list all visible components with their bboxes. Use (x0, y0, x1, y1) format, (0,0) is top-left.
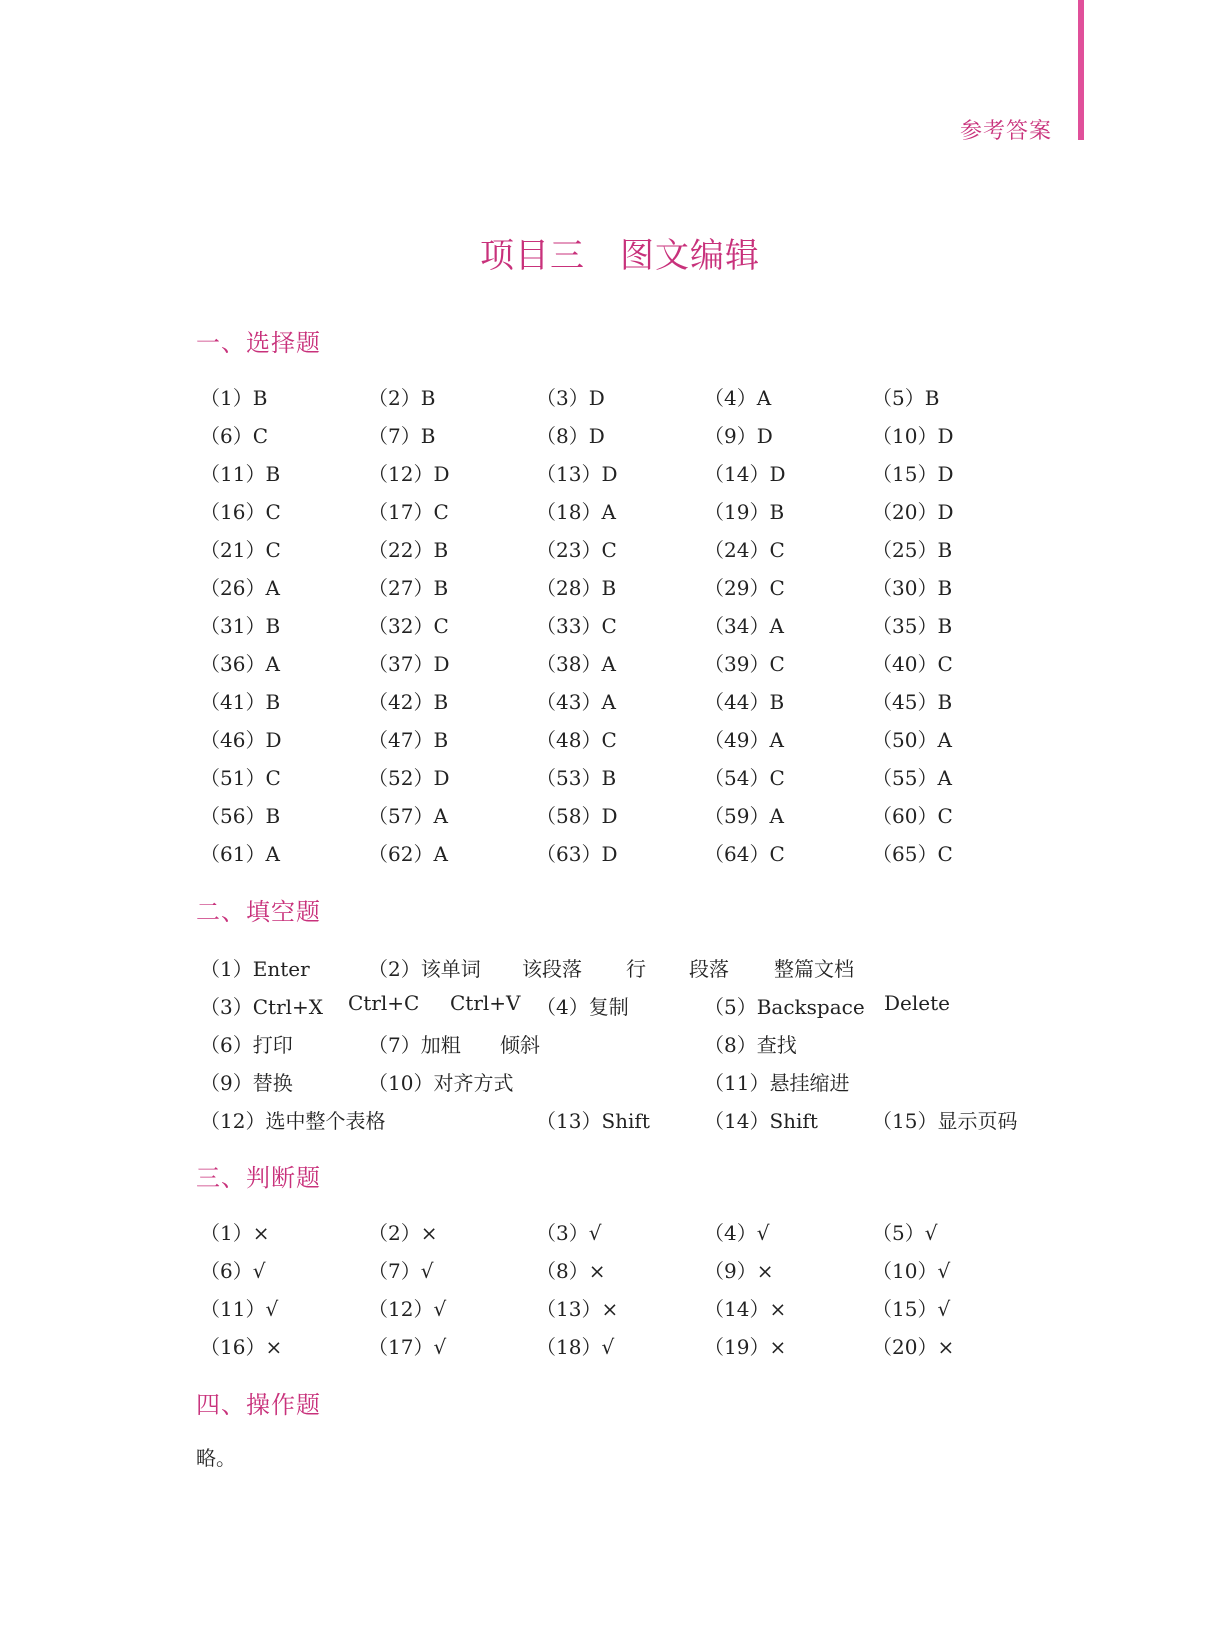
fill-answer: （8）查找 (704, 1033, 797, 1057)
judge-answer: （1）× (200, 1220, 270, 1245)
choice-answer: （41）B (200, 689, 281, 714)
judge-answer: （19）× (704, 1334, 787, 1359)
choice-answer: （27）B (368, 575, 449, 600)
running-head: 参考答案 (959, 119, 1052, 144)
choice-answer: （11）B (200, 461, 281, 486)
choice-answer: （15）D (872, 461, 954, 486)
answer-row (200, 833, 1040, 871)
judge-answer: （4）√ (704, 1220, 770, 1245)
fill-answer: 该段落 (522, 957, 582, 981)
fill-answer: （3）Ctrl+X (200, 995, 324, 1019)
choice-answer: （7）B (368, 423, 436, 448)
choice-answer: （19）B (704, 499, 785, 524)
choice-answer: （26）A (200, 575, 280, 600)
choice-answer: （49）A (704, 727, 784, 752)
choice-answer: （8）D (536, 423, 605, 448)
judge-answer: （7）√ (368, 1258, 434, 1283)
fill-answer: （6）打印 (200, 1033, 293, 1057)
fill-answer: 行 (626, 957, 646, 981)
judge-answer: （16）× (200, 1334, 283, 1359)
fill-answer: Ctrl+V (450, 991, 521, 1015)
choice-answer: （14）D (704, 461, 786, 486)
choice-answer: （31）B (200, 613, 281, 638)
fill-answer: Delete (884, 991, 950, 1015)
choice-answer: （2）B (368, 385, 436, 410)
choice-answer: （25）B (872, 537, 953, 562)
choice-answer: （62）A (368, 841, 448, 866)
operation-answer: 略。 (196, 1446, 236, 1470)
section-heading-operation: 四、操作题 (196, 1391, 321, 1419)
choice-answer: （47）B (368, 727, 449, 752)
choice-answer: （16）C (200, 499, 281, 524)
fill-answer: 段落 (689, 957, 729, 981)
choice-answer: （59）A (704, 803, 784, 828)
choice-answer: （65）C (872, 841, 953, 866)
choice-answer: （61）A (200, 841, 280, 866)
choice-answer: （38）A (536, 651, 616, 676)
judge-answer: （12）√ (368, 1296, 447, 1321)
choice-answer: （63）D (536, 841, 618, 866)
answer-row (200, 1288, 1040, 1326)
choice-answer: （33）C (536, 613, 617, 638)
fill-answer: （2）该单词 (368, 957, 481, 981)
choice-answer: （13）D (536, 461, 618, 486)
fill-answer: 倾斜 (500, 1033, 540, 1057)
judge-answer: （11）√ (200, 1296, 279, 1321)
choice-answer: （22）B (368, 537, 449, 562)
judge-answer: （10）√ (872, 1258, 951, 1283)
choice-answer: （35）B (872, 613, 953, 638)
answer-row (200, 719, 1040, 757)
judge-answer: （13）× (536, 1296, 619, 1321)
fill-answer: 整篇文档 (774, 957, 854, 981)
answer-row (200, 377, 1040, 415)
choice-answer: （12）D (368, 461, 450, 486)
judge-answer-grid (200, 1212, 1040, 1364)
fill-answer: （12）选中整个表格 (200, 1109, 386, 1133)
choice-answer: （53）B (536, 765, 617, 790)
fill-answer: （10）对齐方式 (368, 1071, 514, 1095)
section-heading-fill: 二、填空题 (196, 898, 321, 926)
choice-answer: （34）A (704, 613, 784, 638)
choice-answer: （10）D (872, 423, 954, 448)
choice-answer: （50）A (872, 727, 952, 752)
judge-answer: （18）√ (536, 1334, 615, 1359)
fill-answer: （11）悬挂缩进 (704, 1071, 850, 1095)
choice-answer: （23）C (536, 537, 617, 562)
section-heading-judge: 三、判断题 (196, 1164, 321, 1192)
judge-answer: （2）× (368, 1220, 438, 1245)
choice-answer: （60）C (872, 803, 953, 828)
choice-answer: （42）B (368, 689, 449, 714)
answer-row (200, 415, 1040, 453)
choice-answer: （39）C (704, 651, 785, 676)
choice-answer: （32）C (368, 613, 449, 638)
fill-answer: （4）复制 (536, 995, 629, 1019)
choice-answer: （43）A (536, 689, 616, 714)
choice-answer: （58）D (536, 803, 618, 828)
choice-answer: （21）C (200, 537, 281, 562)
fill-answer: （15）显示页码 (872, 1109, 1018, 1133)
choice-answer: （51）C (200, 765, 281, 790)
fill-answer: Ctrl+C (348, 991, 420, 1015)
judge-answer: （6）√ (200, 1258, 266, 1283)
answer-row (200, 1326, 1040, 1364)
answer-row (200, 1250, 1040, 1288)
answer-row (200, 643, 1040, 681)
judge-answer: （9）× (704, 1258, 774, 1283)
choice-answer: （36）A (200, 651, 280, 676)
choice-answer: （55）A (872, 765, 952, 790)
choice-answer: （20）D (872, 499, 954, 524)
answer-row (200, 605, 1040, 643)
judge-answer: （8）× (536, 1258, 606, 1283)
choice-answer: （18）A (536, 499, 616, 524)
choice-answer: （1）B (200, 385, 268, 410)
answer-row (200, 1212, 1040, 1250)
answer-row (200, 757, 1040, 795)
judge-answer: （20）× (872, 1334, 955, 1359)
answer-row (200, 795, 1040, 833)
answer-row (200, 491, 1040, 529)
choice-answer: （48）C (536, 727, 617, 752)
choice-answer: （45）B (872, 689, 953, 714)
choice-answer: （44）B (704, 689, 785, 714)
choice-answer: （57）A (368, 803, 448, 828)
choice-answer-grid (200, 377, 1040, 871)
choice-answer: （64）C (704, 841, 785, 866)
choice-answer: （24）C (704, 537, 785, 562)
choice-answer: （56）B (200, 803, 281, 828)
choice-answer: （4）A (704, 385, 772, 410)
page-title: 项目三 图文编辑 (480, 236, 760, 276)
judge-answer: （14）× (704, 1296, 787, 1321)
choice-answer: （30）B (872, 575, 953, 600)
answer-row (200, 453, 1040, 491)
choice-answer: （29）C (704, 575, 785, 600)
fill-answer: （5）Backspace (704, 995, 865, 1019)
choice-answer: （17）C (368, 499, 449, 524)
answer-row (200, 681, 1040, 719)
fill-answer: （13）Shift (536, 1109, 650, 1133)
choice-answer: （6）C (200, 423, 269, 448)
fill-answer: （7）加粗 (368, 1033, 461, 1057)
choice-answer: （9）D (704, 423, 773, 448)
choice-answer: （54）C (704, 765, 785, 790)
choice-answer: （37）D (368, 651, 450, 676)
judge-answer: （15）√ (872, 1296, 951, 1321)
judge-answer: （17）√ (368, 1334, 447, 1359)
judge-answer: （3）√ (536, 1220, 602, 1245)
fill-answer: （9）替换 (200, 1071, 293, 1095)
choice-answer: （28）B (536, 575, 617, 600)
choice-answer: （5）B (872, 385, 940, 410)
choice-answer: （52）D (368, 765, 450, 790)
accent-bar (1078, 0, 1084, 140)
fill-answer: （14）Shift (704, 1109, 818, 1133)
answer-row (200, 567, 1040, 605)
choice-answer: （40）C (872, 651, 953, 676)
fill-answer: （1）Enter (200, 957, 310, 981)
section-heading-choice: 一、选择题 (196, 329, 321, 357)
choice-answer: （3）D (536, 385, 605, 410)
choice-answer: （46）D (200, 727, 282, 752)
answer-row (200, 529, 1040, 567)
judge-answer: （5）√ (872, 1220, 938, 1245)
